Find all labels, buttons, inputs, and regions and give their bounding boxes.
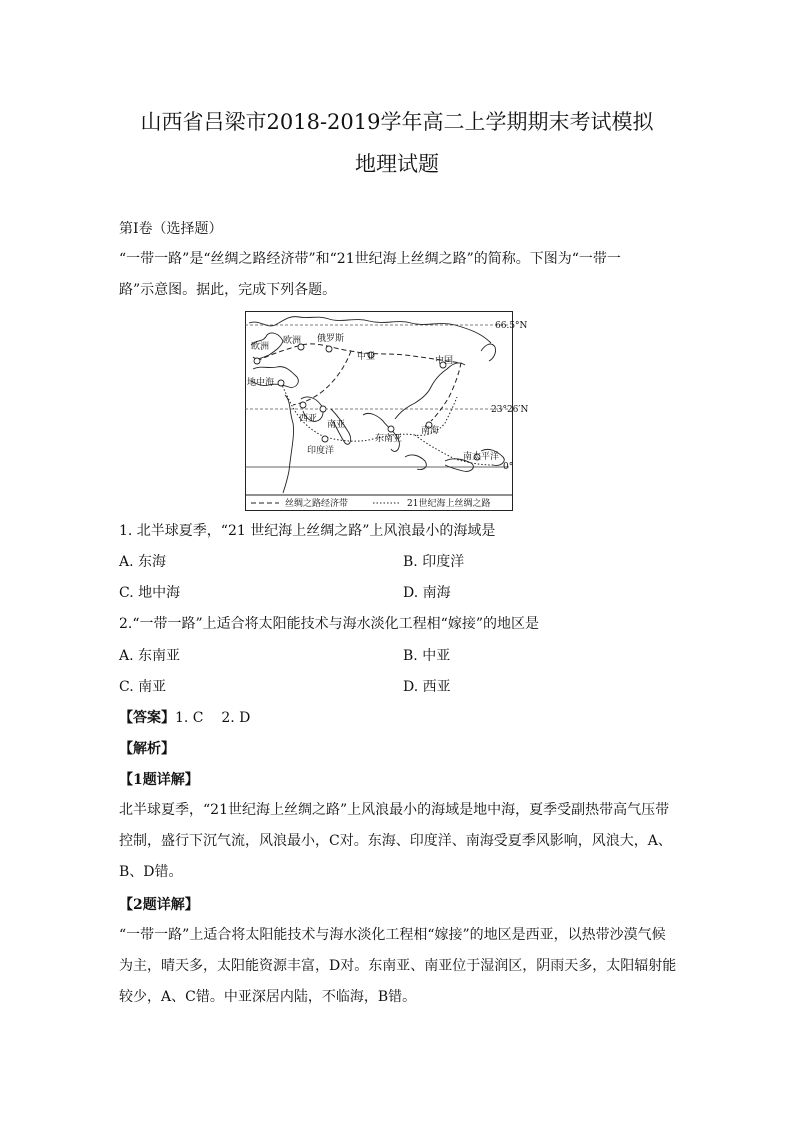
map-svg (245, 311, 529, 511)
place-label-russia: 俄罗斯 (317, 334, 345, 344)
place-label-south-pacific: 南太平洋 (463, 452, 500, 462)
answer-text: 1. C 2. D (175, 710, 251, 726)
place-label-europe-1: 欧洲 (251, 342, 270, 352)
answer-line (119, 707, 250, 727)
place-label-europe-2: 欧洲 (283, 336, 302, 346)
question-2-stem: 2.“一带一路”上适合将太阳能技术与海水淡化工程相“嫁接”的地区是 (119, 616, 539, 632)
question-1-option-b: B. 印度洋 (403, 554, 465, 570)
analysis-label: 【解析】 (119, 741, 175, 757)
section-label: 第Ⅰ卷（选择题） (119, 221, 223, 237)
question-2-option-d: D. 西亚 (403, 679, 451, 695)
place-label-indian-ocean: 印度洋 (307, 446, 335, 456)
lat-label-23: 23°26′N (491, 405, 529, 415)
question-1-stem: 1. 北半球夏季，“21 世纪海上丝绸之路”上风浪最小的海域是 (119, 523, 496, 539)
place-label-west-asia: 西亚 (299, 414, 318, 424)
q1-analysis-text: 北半球夏季，“21世纪海上丝绸之路”上风浪最小的海域是地中海，夏季受副热带高气压带控制，盛行下沉气流，风浪最小，C对。东海、印度洋、南海受夏季风影响，风浪大，A、B、D错。 (119, 802, 672, 880)
place-label-south-asia: 南亚 (327, 420, 346, 430)
place-label-southeast-asia: 东南亚 (375, 434, 403, 444)
q2-analysis-label: 【2题详解】 (119, 897, 199, 913)
belt-road-map (245, 311, 529, 511)
place-label-central-asia: 中亚 (357, 352, 376, 362)
document-title: 山西省吕梁市2018-2019学年高二上学期期末考试模拟 (140, 110, 654, 134)
document-subtitle: 地理试题 (355, 152, 439, 176)
intro-text-line2: 路”示意图。据此，完成下列各题。 (119, 282, 337, 298)
legend-belt-label: 丝绸之路经济带 (285, 499, 349, 509)
place-label-china: 中国 (435, 356, 454, 366)
question-2-option-a: A. 东南亚 (119, 648, 181, 664)
lat-label-0: 0° (503, 462, 514, 472)
q1-analysis-label: 【1题详解】 (119, 772, 199, 788)
q2-analysis-text: “一带一路”上适合将太阳能技术与海水淡化工程相“嫁接”的地区是西亚，以热带沙漠气候为主，晴天多，太阳能资源丰富，D对。东南亚、南亚位于湿润区，阴雨天多，太阳辐射能较少，A、C错。中亚深居内陆，不临海，B错。 (119, 927, 677, 1005)
question-1-option-d: D. 南海 (403, 585, 451, 601)
place-label-south-china-sea: 南海 (421, 426, 440, 436)
question-2-option-c: C. 南亚 (119, 679, 167, 695)
lat-label-66: 66.5°N (495, 321, 528, 331)
question-1-option-c: C. 地中海 (119, 585, 181, 601)
question-2-option-b: B. 中亚 (403, 648, 451, 664)
intro-text-line1: “一带一路”是“丝绸之路经济带”和“21世纪海上丝绸之路”的简称。下图为“一带一 (119, 251, 621, 267)
place-label-mediterranean: 地中海 (247, 378, 275, 388)
question-1-option-a: A. 东海 (119, 554, 167, 570)
answer-label: 【答案】 (119, 710, 175, 726)
legend-road-label: 21世纪海上丝绸之路 (407, 499, 491, 509)
